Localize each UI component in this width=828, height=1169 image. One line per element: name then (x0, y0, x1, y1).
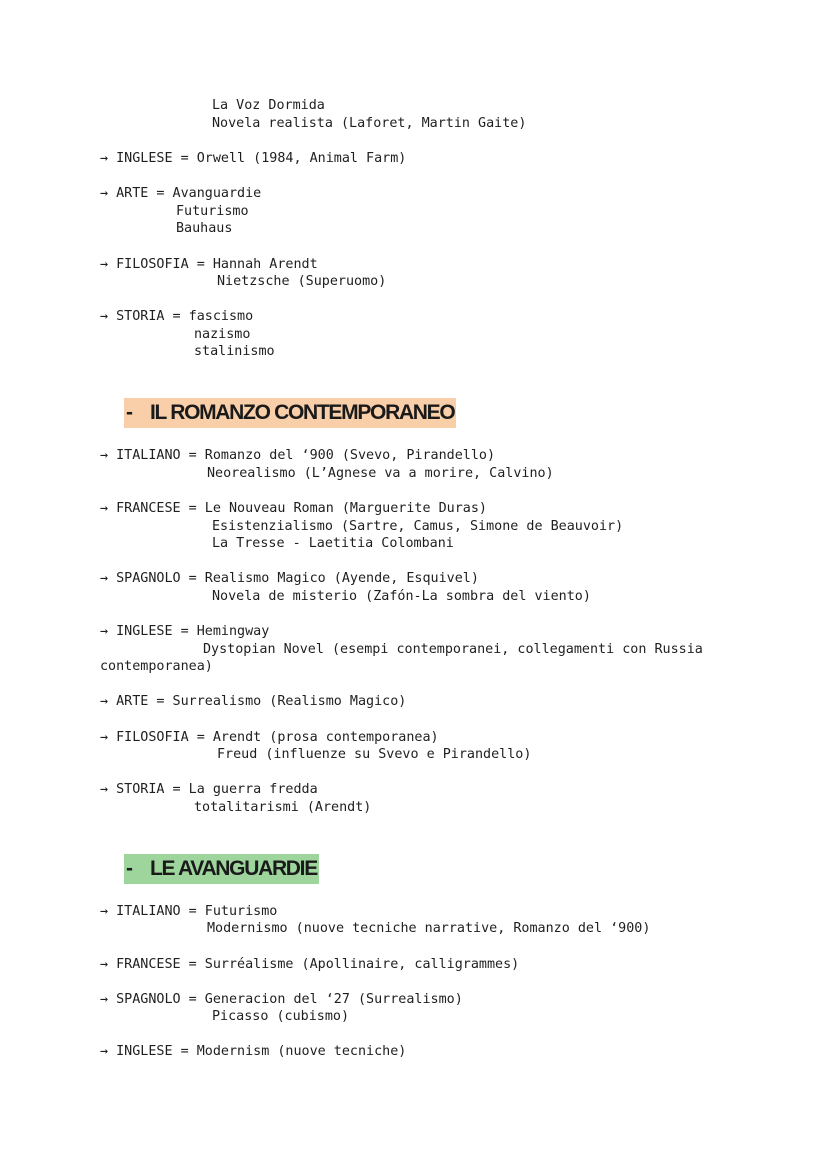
heading-dash: - (126, 857, 132, 880)
note-line: nazismo (194, 327, 251, 342)
note-line: Novela realista (Laforet, Martin Gaite) (212, 116, 527, 131)
section-heading-avanguardie (124, 854, 319, 884)
heading-title: IL ROMANZO CONTEMPORANEO (150, 401, 455, 424)
heading-title: LE AVANGUARDIE (150, 857, 317, 880)
note-line: totalitarismi (Arendt) (194, 800, 372, 815)
note-line: → INGLESE = Modernism (nuove tecniche) (100, 1044, 407, 1059)
note-line: → FRANCESE = Le Nouveau Roman (Marguerite Duras) (100, 501, 487, 516)
note-line: → SPAGNOLO = Realismo Magico (Ayende, Esquivel) (100, 571, 479, 586)
note-line: Picasso (cubismo) (212, 1009, 350, 1024)
note-line: Neorealismo (L’Agnese va a morire, Calvino) (207, 466, 554, 481)
note-line: → ARTE = Surrealismo (Realismo Magico) (100, 694, 407, 709)
note-line: La Tresse - Laetitia Colombani (212, 536, 454, 551)
note-line: → INGLESE = Hemingway (100, 624, 270, 639)
note-line: Dystopian Novel (esempi contemporanei, collegamenti con Russia (203, 642, 703, 657)
note-line: → ARTE = Avanguardie (100, 186, 262, 201)
note-line: contemporanea) (100, 659, 213, 674)
note-line: → FILOSOFIA = Hannah Arendt (100, 257, 318, 272)
note-line: Freud (influenze su Svevo e Pirandello) (217, 747, 532, 762)
note-line: → STORIA = La guerra fredda (100, 782, 318, 797)
note-line: → FRANCESE = Surréalisme (Apollinaire, calligrammes) (100, 957, 520, 972)
note-line: → INGLESE = Orwell (1984, Animal Farm) (100, 151, 407, 166)
note-line: Futurismo (176, 204, 249, 219)
note-line: Bauhaus (176, 221, 233, 236)
note-line: Esistenzialismo (Sartre, Camus, Simone de Beauvoir) (212, 519, 624, 534)
note-line: → ITALIANO = Futurismo (100, 904, 278, 919)
note-line: → SPAGNOLO = Generacion del ‘27 (Surrealismo) (100, 992, 463, 1007)
note-line: Novela de misterio (Zafón-La sombra del viento) (212, 589, 591, 604)
note-line: La Voz Dormida (212, 98, 325, 113)
note-line: stalinismo (194, 344, 275, 359)
note-line: → STORIA = fascismo (100, 309, 254, 324)
note-line: Nietzsche (Superuomo) (217, 274, 387, 289)
note-line: Modernismo (nuove tecniche narrative, Romanzo del ‘900) (207, 921, 651, 936)
heading-dash: - (126, 401, 132, 424)
note-line: → FILOSOFIA = Arendt (prosa contemporanea) (100, 730, 439, 745)
note-line: → ITALIANO = Romanzo del ‘900 (Svevo, Pirandello) (100, 448, 496, 463)
section-heading-romanzo-contemporaneo (124, 398, 456, 428)
